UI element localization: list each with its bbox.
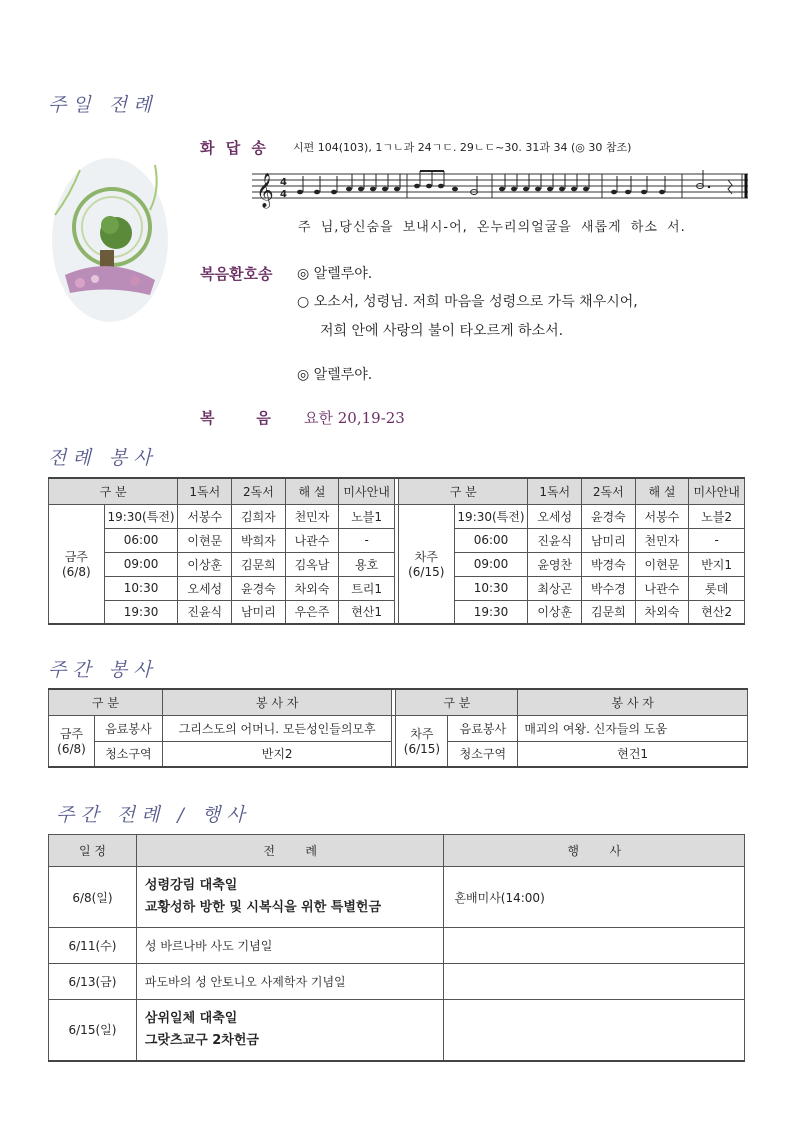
service-header-reading2-left: 2독서 bbox=[232, 478, 286, 504]
service-cell: 박경숙 bbox=[582, 552, 636, 576]
weekly-header-volunteer-right: 봉 사 자 bbox=[518, 689, 748, 715]
service-cell: 19:30 bbox=[104, 600, 178, 624]
weekly-cell: 음료봉사 bbox=[94, 715, 162, 741]
svg-text:𝄞: 𝄞 bbox=[256, 173, 274, 208]
events-date: 6/15(일) bbox=[49, 1000, 137, 1061]
events-liturgy-line: 교황성하 방한 및 시복식을 위한 특별헌금 bbox=[144, 900, 382, 915]
service-cell: 나관수 bbox=[285, 528, 339, 552]
weekly-cell: 음료봉사 bbox=[448, 715, 518, 741]
service-cell: 오세성 bbox=[178, 576, 232, 600]
events-date: 6/13(금) bbox=[49, 964, 137, 1000]
service-cell: 09:00 bbox=[454, 552, 528, 576]
service-cell: 나관수 bbox=[635, 576, 689, 600]
events-liturgy: 파도바의 성 안토니오 사제학자 기념일 bbox=[136, 964, 444, 1000]
weekly-cell: 반지2 bbox=[162, 741, 392, 767]
service-cell: 06:00 bbox=[104, 528, 178, 552]
service-cell: 차외숙 bbox=[635, 600, 689, 624]
events-date: 6/11(수) bbox=[49, 928, 137, 964]
weekly-header-division-right: 구 분 bbox=[396, 689, 518, 715]
events-liturgy bbox=[136, 1000, 444, 1061]
psalm-reference: 시편 104(103), 1ㄱㄴ과 24ㄱㄷ. 29ㄴㄷ~30. 31과 34 (◎ 30 참조) bbox=[293, 141, 632, 154]
acclamation-line-2: ○ 오소서, 성령님. 저희 마음을 성령으로 가득 채우시어, bbox=[297, 294, 638, 310]
events-title: 주간 전례 / 행사 bbox=[56, 804, 251, 826]
service-header-reading2-right: 2독서 bbox=[582, 478, 636, 504]
service-cell: 19:30(특전) bbox=[454, 504, 528, 528]
events-event bbox=[444, 1000, 745, 1061]
gospel-reference: 요한 20,19-23 bbox=[304, 409, 405, 427]
service-cell: 노블2 bbox=[689, 504, 745, 528]
service-header-division-right: 구 분 bbox=[398, 478, 527, 504]
events-header-liturgy: 전 례 bbox=[136, 835, 444, 867]
service-cell: 이현문 bbox=[635, 552, 689, 576]
service-cell: 06:00 bbox=[454, 528, 528, 552]
events-liturgy: 성 바르나바 사도 기념일 bbox=[136, 928, 444, 964]
service-cell: 윤경숙 bbox=[232, 576, 286, 600]
weekly-title: 주간 봉사 bbox=[48, 659, 158, 681]
weekly-cell: 청소구역 bbox=[448, 741, 518, 767]
service-cell: 이상훈 bbox=[528, 600, 582, 624]
events-liturgy bbox=[136, 867, 444, 928]
weekly-cell: 청소구역 bbox=[94, 741, 162, 767]
weekly-header-volunteer-left: 봉 사 자 bbox=[162, 689, 392, 715]
service-header-reading1-right: 1독서 bbox=[528, 478, 582, 504]
events-liturgy-line: 성령강림 대축일 bbox=[144, 878, 238, 893]
service-cell: 서봉수 bbox=[178, 504, 232, 528]
service-cell: 09:00 bbox=[104, 552, 178, 576]
service-cell: 용호 bbox=[339, 552, 395, 576]
weekly-group-right: 차주 (6/15) bbox=[396, 715, 448, 767]
service-group-left: 금주 (6/8) bbox=[49, 504, 105, 624]
events-liturgy-line: 그랏츠교구 2차헌금 bbox=[144, 1032, 259, 1048]
service-cell: 현산1 bbox=[339, 600, 395, 624]
service-cell: 김문희 bbox=[582, 600, 636, 624]
service-cell: - bbox=[689, 528, 745, 552]
acclamation-line-3: 저희 안에 사랑의 불이 타오르게 하소서. bbox=[320, 323, 564, 339]
service-header-commentary-left: 해 설 bbox=[285, 478, 339, 504]
service-cell: 트리1 bbox=[339, 576, 395, 600]
acclamation-label: 복음환호송 bbox=[200, 265, 273, 283]
service-cell: 남미리 bbox=[232, 600, 286, 624]
service-cell: 김희자 bbox=[232, 504, 286, 528]
events-event bbox=[444, 928, 745, 964]
weekly-header-division-left: 구 분 bbox=[49, 689, 163, 715]
service-cell: 최상곤 bbox=[528, 576, 582, 600]
service-cell: - bbox=[339, 528, 395, 552]
service-title: 전례 봉사 bbox=[48, 447, 158, 469]
psalm-lyrics: 주 님,당신숨을 보내시-어, 온누리의얼굴을 새롭게 하소 서. bbox=[298, 220, 686, 235]
weekly-cell: 현건1 bbox=[518, 741, 748, 767]
service-cell: 10:30 bbox=[454, 576, 528, 600]
service-cell: 서봉수 bbox=[635, 504, 689, 528]
service-cell: 박수경 bbox=[582, 576, 636, 600]
weekly-cell: 그리스도의 어머니. 모든성인들의모후 bbox=[162, 715, 392, 741]
service-cell: 우은주 bbox=[285, 600, 339, 624]
service-cell: 현산2 bbox=[689, 600, 745, 624]
events-event: 혼배미사(14:00) bbox=[444, 867, 745, 928]
service-cell: 윤경숙 bbox=[582, 504, 636, 528]
service-header-division-left: 구 분 bbox=[49, 478, 178, 504]
service-group-right: 차주 (6/15) bbox=[398, 504, 454, 624]
weekly-cell: 매괴의 여왕. 신자들의 도움 bbox=[518, 715, 748, 741]
events-table bbox=[48, 834, 745, 1062]
service-cell: 천민자 bbox=[285, 504, 339, 528]
service-cell: 윤영찬 bbox=[528, 552, 582, 576]
service-cell: 롯데 bbox=[689, 576, 745, 600]
events-date: 6/8(일) bbox=[49, 867, 137, 928]
service-cell: 김옥남 bbox=[285, 552, 339, 576]
gospel-label: 복 음 bbox=[200, 409, 271, 427]
service-cell: 남미리 bbox=[582, 528, 636, 552]
weekly-group-left: 금주 (6/8) bbox=[49, 715, 95, 767]
service-cell: 박희자 bbox=[232, 528, 286, 552]
service-cell: 진윤식 bbox=[178, 600, 232, 624]
service-cell: 19:30 bbox=[454, 600, 528, 624]
weekly-table bbox=[48, 688, 748, 768]
service-header-guide-right: 미사안내 bbox=[689, 478, 745, 504]
service-cell: 이현문 bbox=[178, 528, 232, 552]
service-cell: 이상훈 bbox=[178, 552, 232, 576]
svg-text:4: 4 bbox=[280, 189, 287, 200]
service-header-guide-left: 미사안내 bbox=[339, 478, 395, 504]
events-liturgy-line: 삼위일체 대축일 bbox=[144, 1010, 238, 1026]
service-cell: 차외숙 bbox=[285, 576, 339, 600]
service-cell: 19:30(특전) bbox=[104, 504, 178, 528]
service-cell: 김문희 bbox=[232, 552, 286, 576]
liturgy-title: 주일 전례 bbox=[48, 94, 158, 116]
events-header-event: 행 사 bbox=[444, 835, 745, 867]
service-table bbox=[48, 477, 745, 625]
service-cell: 오세성 bbox=[528, 504, 582, 528]
service-cell: 반지1 bbox=[689, 552, 745, 576]
service-header-reading1-left: 1독서 bbox=[178, 478, 232, 504]
service-cell: 노블1 bbox=[339, 504, 395, 528]
service-cell: 천민자 bbox=[635, 528, 689, 552]
music-staff bbox=[252, 166, 750, 212]
psalm-label: 화 답 송 bbox=[200, 139, 269, 157]
acclamation-line-4: ◎ 알렐루야. bbox=[297, 367, 373, 383]
wreath-illustration bbox=[50, 155, 170, 325]
svg-text:4: 4 bbox=[280, 177, 287, 188]
service-cell: 10:30 bbox=[104, 576, 178, 600]
service-header-commentary-right: 해 설 bbox=[635, 478, 689, 504]
events-header-date: 일 정 bbox=[49, 835, 137, 867]
acclamation-line-1: ◎ 알렐루야. bbox=[297, 266, 373, 282]
service-cell: 진윤식 bbox=[528, 528, 582, 552]
events-event bbox=[444, 964, 745, 1000]
